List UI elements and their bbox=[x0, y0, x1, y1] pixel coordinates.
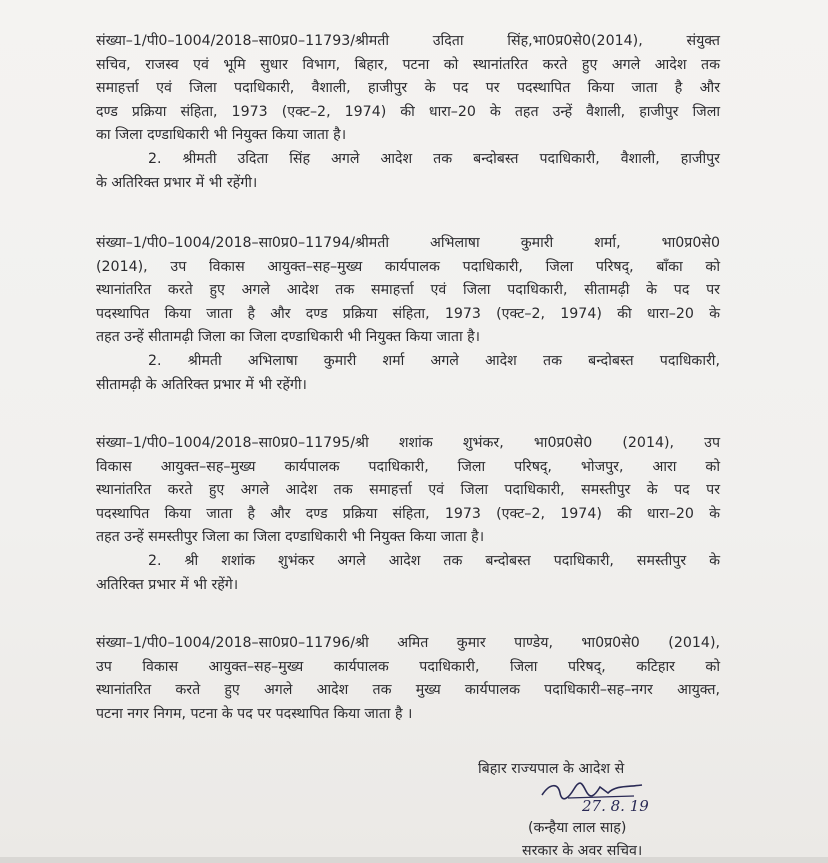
order-line: पदस्थापित किया जाता है और दण्ड प्रक्रिया संहिता, 1973 (एक्ट–2, 1974) की धारा–20 के bbox=[96, 505, 720, 522]
order-line: संख्या–1/पी0–1004/2018–सा0प्र0–11793/श्रीमती उदिता सिंह,भा0प्र0से0(2014), संयुक्त bbox=[96, 33, 720, 49]
signature-date: 27. 8. 19 bbox=[582, 797, 649, 815]
order-section-11793 bbox=[96, 30, 720, 195]
order-line: स्थानांतरित करते हुए अगले आदेश तक मुख्य कार्यपालक पदाधिकारी–सह–नगर आयुक्त, bbox=[96, 682, 720, 699]
order-section-11796 bbox=[96, 632, 720, 726]
order-line: पटना नगर निगम, पटना के पद पर पदस्थापित किया जाता है । bbox=[96, 705, 413, 722]
order-line: उप विकास आयुक्त–सह–मुख्य कार्यपालक पदाधिकारी, जिला परिषद्, कटिहार को bbox=[96, 658, 720, 675]
order-section-11794 bbox=[96, 232, 720, 397]
signing-authority: बिहार राज्यपाल के आदेश से bbox=[478, 761, 625, 777]
order-para2-line: 2. श्री शशांक शुभंकर अगले आदेश तक बन्दोबस्त पदाधिकारी, समस्तीपुर के bbox=[148, 552, 720, 569]
order-line: का जिला दण्डाधिकारी भी नियुक्त किया जाता है। bbox=[96, 127, 347, 144]
order-section-11795 bbox=[96, 432, 720, 597]
order-line: तहत उन्हें सीतामढ़ी जिला का जिला दण्डाधिकारी भी नियुक्त किया जाता है। bbox=[96, 329, 481, 346]
order-line: स्थानांतरित करते हुए अगले आदेश तक समाहर्त्ता एवं जिला पदाधिकारी, समस्तीपुर के पद पर bbox=[96, 482, 720, 499]
order-line: विकास आयुक्त–सह–मुख्य कार्यपालक पदाधिकारी, जिला परिषद्, भोजपुर, आरा को bbox=[96, 458, 720, 475]
order-line: (2014), उप विकास आयुक्त–सह–मुख्य कार्यपालक पदाधिकारी, जिला परिषद्, बाँका को bbox=[96, 258, 720, 275]
order-para2-line: अतिरिक्त प्रभार में भी रहेंगे। bbox=[96, 576, 239, 593]
handwritten-signature bbox=[538, 781, 718, 817]
order-line: समाहर्त्ता एवं जिला पदाधिकारी, वैशाली, हाजीपुर के पद पर पदस्थापित किया जाता है और bbox=[96, 80, 720, 97]
order-para2-line: 2. श्रीमती उदिता सिंह अगले आदेश तक बन्दोबस्त पदाधिकारी, वैशाली, हाजीपुर bbox=[148, 150, 720, 167]
order-line: संख्या–1/पी0–1004/2018–सा0प्र0–11796/श्री अमित कुमार पाण्डेय, भा0प्र0से0 (2014), bbox=[96, 635, 720, 651]
order-line: संख्या–1/पी0–1004/2018–सा0प्र0–11795/श्री शशांक शुभंकर, भा0प्र0से0 (2014), उप bbox=[96, 435, 720, 451]
order-para2-line: के अतिरिक्त प्रभार में भी रहेंगी। bbox=[96, 174, 258, 191]
signatory-designation: सरकार के अवर सचिव। bbox=[522, 843, 643, 859]
order-line: तहत उन्हें समस्तीपुर जिला का जिला दण्डाधिकारी भी नियुक्त किया जाता है। bbox=[96, 529, 485, 546]
order-line: स्थानांतरित करते हुए अगले आदेश तक समाहर्त्ता एवं जिला पदाधिकारी, सीतामढ़ी के पद पर bbox=[96, 282, 720, 299]
order-para2-line: सीतामढ़ी के अतिरिक्त प्रभार में भी रहेंगी। bbox=[96, 376, 307, 393]
order-line: सचिव, राजस्व एवं भूमि सुधार विभाग, बिहार, पटना को स्थानांतरित करते हुए अगले आदेश तक bbox=[96, 56, 720, 73]
order-line: संख्या–1/पी0–1004/2018–सा0प्र0–11794/श्रीमती अभिलाषा कुमारी शर्मा, भा0प्र0से0 bbox=[96, 235, 720, 251]
signatory-name: (कन्हैया लाल साह) bbox=[528, 820, 627, 836]
order-line: पदस्थापित किया जाता है और दण्ड प्रक्रिया संहिता, 1973 (एक्ट–2, 1974) की धारा–20 के bbox=[96, 305, 720, 322]
order-line: दण्ड प्रक्रिया संहिता, 1973 (एक्ट–2, 1974) की धारा–20 के तहत उन्हें वैशाली, हाजीपुर जिला bbox=[96, 103, 720, 120]
signature-block bbox=[478, 758, 718, 863]
order-para2-line: 2. श्रीमती अभिलाषा कुमारी शर्मा अगले आदेश तक बन्दोबस्त पदाधिकारी, bbox=[148, 352, 720, 369]
